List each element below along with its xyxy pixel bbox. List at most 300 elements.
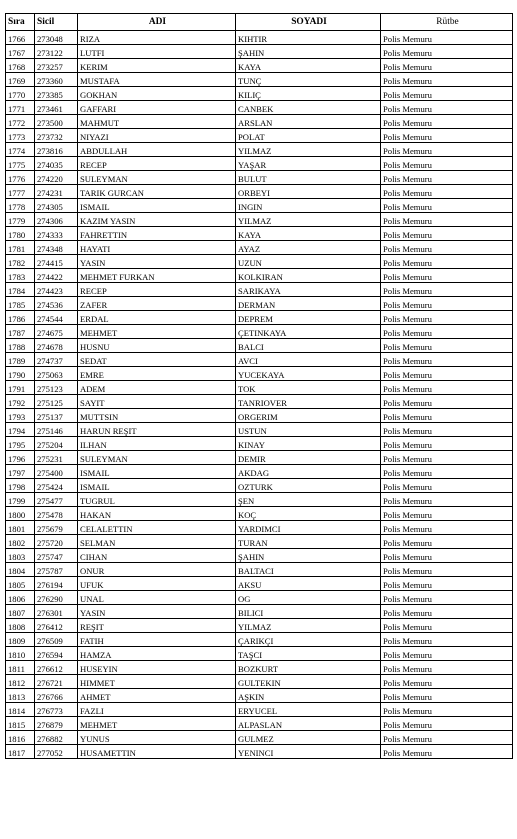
cell-soyadi: BOZKURT	[236, 661, 381, 675]
table-row	[6, 549, 513, 563]
cell-soyadi: AVCI	[236, 353, 381, 367]
cell-rutbe: Polis Memuru	[381, 535, 513, 549]
cell-sicil: 275125	[35, 395, 78, 409]
cell-rutbe: Polis Memuru	[381, 703, 513, 717]
cell-sira: 1770	[6, 87, 35, 101]
cell-soyadi: BALTACI	[236, 563, 381, 577]
cell-soyadi: KIHTIR	[236, 31, 381, 45]
cell-sira: 1777	[6, 185, 35, 199]
table-row	[6, 633, 513, 647]
cell-sicil: 275477	[35, 493, 78, 507]
cell-soyadi: DEMIR	[236, 451, 381, 465]
cell-sira: 1788	[6, 339, 35, 353]
cell-adi: KERIM	[78, 59, 236, 73]
header-adi: ADI	[78, 14, 236, 31]
cell-adi: RECEP	[78, 157, 236, 171]
cell-soyadi: BILICI	[236, 605, 381, 619]
cell-sicil: 276773	[35, 703, 78, 717]
cell-sicil: 276721	[35, 675, 78, 689]
cell-adi: KAZIM YASIN	[78, 213, 236, 227]
cell-sira: 1784	[6, 283, 35, 297]
cell-adi: ONUR	[78, 563, 236, 577]
cell-soyadi: KAYA	[236, 227, 381, 241]
cell-rutbe: Polis Memuru	[381, 339, 513, 353]
cell-sicil: 276879	[35, 717, 78, 731]
table-row	[6, 269, 513, 283]
cell-adi: REŞIT	[78, 619, 236, 633]
cell-sicil: 274536	[35, 297, 78, 311]
cell-rutbe: Polis Memuru	[381, 605, 513, 619]
cell-sira: 1798	[6, 479, 35, 493]
cell-sicil: 276290	[35, 591, 78, 605]
cell-sicil: 276612	[35, 661, 78, 675]
cell-soyadi: DEPREM	[236, 311, 381, 325]
cell-adi: ZAFER	[78, 297, 236, 311]
cell-sicil: 273257	[35, 59, 78, 73]
table-row	[6, 465, 513, 479]
table-row	[6, 227, 513, 241]
cell-soyadi: ŞEN	[236, 493, 381, 507]
cell-sicil: 275747	[35, 549, 78, 563]
table-row	[6, 171, 513, 185]
table-row	[6, 535, 513, 549]
cell-soyadi: OG	[236, 591, 381, 605]
cell-soyadi: ŞAHIN	[236, 549, 381, 563]
cell-adi: ABDULLAH	[78, 143, 236, 157]
cell-adi: HUSAMETTIN	[78, 745, 236, 759]
cell-rutbe: Polis Memuru	[381, 213, 513, 227]
table-row	[6, 185, 513, 199]
table-row	[6, 101, 513, 115]
cell-sira: 1782	[6, 255, 35, 269]
cell-rutbe: Polis Memuru	[381, 325, 513, 339]
cell-soyadi: BALCI	[236, 339, 381, 353]
cell-sira: 1797	[6, 465, 35, 479]
cell-rutbe: Polis Memuru	[381, 45, 513, 59]
cell-soyadi: ÇARIKÇI	[236, 633, 381, 647]
table-row	[6, 479, 513, 493]
cell-sira: 1810	[6, 647, 35, 661]
cell-sicil: 275679	[35, 521, 78, 535]
cell-adi: ILHAN	[78, 437, 236, 451]
cell-soyadi: INGIN	[236, 199, 381, 213]
cell-soyadi: AKDAG	[236, 465, 381, 479]
cell-rutbe: Polis Memuru	[381, 409, 513, 423]
cell-sicil: 274423	[35, 283, 78, 297]
cell-adi: NIYAZI	[78, 129, 236, 143]
cell-rutbe: Polis Memuru	[381, 269, 513, 283]
cell-sira: 1773	[6, 129, 35, 143]
cell-adi: FAZLI	[78, 703, 236, 717]
cell-sicil: 275146	[35, 423, 78, 437]
table-row	[6, 339, 513, 353]
cell-sicil: 273048	[35, 31, 78, 45]
cell-rutbe: Polis Memuru	[381, 619, 513, 633]
cell-sicil: 274678	[35, 339, 78, 353]
cell-adi: SELMAN	[78, 535, 236, 549]
cell-rutbe: Polis Memuru	[381, 395, 513, 409]
cell-rutbe: Polis Memuru	[381, 661, 513, 675]
cell-soyadi: AKSU	[236, 577, 381, 591]
cell-soyadi: CANBEK	[236, 101, 381, 115]
cell-sicil: 274675	[35, 325, 78, 339]
cell-adi: ADEM	[78, 381, 236, 395]
table-row	[6, 199, 513, 213]
cell-rutbe: Polis Memuru	[381, 115, 513, 129]
cell-soyadi: YARDIMCI	[236, 521, 381, 535]
cell-sira: 1815	[6, 717, 35, 731]
cell-sira: 1803	[6, 549, 35, 563]
cell-rutbe: Polis Memuru	[381, 591, 513, 605]
cell-soyadi: UZUN	[236, 255, 381, 269]
cell-sira: 1766	[6, 31, 35, 45]
cell-adi: YASIN	[78, 605, 236, 619]
cell-adi: ISMAIL	[78, 465, 236, 479]
cell-sicil: 274333	[35, 227, 78, 241]
cell-adi: FAHRETTIN	[78, 227, 236, 241]
cell-rutbe: Polis Memuru	[381, 731, 513, 745]
cell-adi: LUTFI	[78, 45, 236, 59]
cell-adi: FATIH	[78, 633, 236, 647]
cell-sicil: 275787	[35, 563, 78, 577]
cell-sicil: 273385	[35, 87, 78, 101]
cell-sira: 1771	[6, 101, 35, 115]
cell-sira: 1817	[6, 745, 35, 759]
cell-adi: HAMZA	[78, 647, 236, 661]
table-row	[6, 437, 513, 451]
table-row	[6, 605, 513, 619]
header-rutbe: Rütbe	[381, 14, 513, 31]
table-row	[6, 591, 513, 605]
cell-rutbe: Polis Memuru	[381, 241, 513, 255]
header-soyadi: SOYADI	[236, 14, 381, 31]
cell-soyadi: POLAT	[236, 129, 381, 143]
cell-soyadi: KILIÇ	[236, 87, 381, 101]
table-row	[6, 381, 513, 395]
cell-soyadi: USTUN	[236, 423, 381, 437]
cell-sicil: 276882	[35, 731, 78, 745]
cell-sicil: 276412	[35, 619, 78, 633]
cell-sira: 1799	[6, 493, 35, 507]
table-row	[6, 129, 513, 143]
table-row	[6, 241, 513, 255]
cell-sira: 1790	[6, 367, 35, 381]
cell-sira: 1785	[6, 297, 35, 311]
cell-sira: 1791	[6, 381, 35, 395]
cell-adi: HIMMET	[78, 675, 236, 689]
cell-sicil: 273816	[35, 143, 78, 157]
cell-soyadi: ŞAHIN	[236, 45, 381, 59]
table-body	[6, 31, 513, 759]
cell-sicil: 274415	[35, 255, 78, 269]
table-row	[6, 409, 513, 423]
cell-adi: RIZA	[78, 31, 236, 45]
cell-soyadi: YILMAZ	[236, 619, 381, 633]
cell-soyadi: YILMAZ	[236, 213, 381, 227]
cell-rutbe: Polis Memuru	[381, 143, 513, 157]
table-row	[6, 73, 513, 87]
cell-adi: YASIN	[78, 255, 236, 269]
cell-adi: UNAL	[78, 591, 236, 605]
cell-rutbe: Polis Memuru	[381, 157, 513, 171]
cell-sicil: 275400	[35, 465, 78, 479]
table-row	[6, 507, 513, 521]
cell-sicil: 276509	[35, 633, 78, 647]
cell-rutbe: Polis Memuru	[381, 101, 513, 115]
cell-rutbe: Polis Memuru	[381, 283, 513, 297]
cell-adi: HAKAN	[78, 507, 236, 521]
cell-sira: 1786	[6, 311, 35, 325]
cell-rutbe: Polis Memuru	[381, 423, 513, 437]
cell-sira: 1779	[6, 213, 35, 227]
cell-soyadi: TOK	[236, 381, 381, 395]
cell-adi: SULEYMAN	[78, 451, 236, 465]
table-row	[6, 423, 513, 437]
cell-rutbe: Polis Memuru	[381, 59, 513, 73]
cell-adi: EMRE	[78, 367, 236, 381]
table-row	[6, 255, 513, 269]
cell-soyadi: OZTURK	[236, 479, 381, 493]
cell-rutbe: Polis Memuru	[381, 465, 513, 479]
cell-soyadi: BULUT	[236, 171, 381, 185]
table-row	[6, 325, 513, 339]
table-row	[6, 353, 513, 367]
cell-adi: RECEP	[78, 283, 236, 297]
cell-rutbe: Polis Memuru	[381, 563, 513, 577]
cell-soyadi: GULMEZ	[236, 731, 381, 745]
cell-soyadi: SARIKAYA	[236, 283, 381, 297]
cell-sira: 1776	[6, 171, 35, 185]
cell-sira: 1781	[6, 241, 35, 255]
cell-sicil: 276766	[35, 689, 78, 703]
cell-adi: GOKHAN	[78, 87, 236, 101]
cell-rutbe: Polis Memuru	[381, 577, 513, 591]
cell-soyadi: ORBEYI	[236, 185, 381, 199]
cell-adi: CIHAN	[78, 549, 236, 563]
cell-sicil: 275720	[35, 535, 78, 549]
cell-sira: 1787	[6, 325, 35, 339]
cell-sira: 1805	[6, 577, 35, 591]
cell-adi: MAHMUT	[78, 115, 236, 129]
cell-rutbe: Polis Memuru	[381, 479, 513, 493]
cell-rutbe: Polis Memuru	[381, 493, 513, 507]
cell-sira: 1794	[6, 423, 35, 437]
cell-soyadi: YILMAZ	[236, 143, 381, 157]
table-row	[6, 745, 513, 759]
cell-adi: TARIK GURCAN	[78, 185, 236, 199]
cell-sicil: 275123	[35, 381, 78, 395]
cell-rutbe: Polis Memuru	[381, 31, 513, 45]
table-row	[6, 59, 513, 73]
cell-sicil: 273461	[35, 101, 78, 115]
table-row	[6, 45, 513, 59]
cell-soyadi: KINAY	[236, 437, 381, 451]
cell-adi: ERDAL	[78, 311, 236, 325]
cell-soyadi: KAYA	[236, 59, 381, 73]
cell-rutbe: Polis Memuru	[381, 549, 513, 563]
table-row	[6, 563, 513, 577]
cell-adi: ISMAIL	[78, 199, 236, 213]
cell-adi: YUNUS	[78, 731, 236, 745]
cell-sicil: 275137	[35, 409, 78, 423]
cell-sira: 1795	[6, 437, 35, 451]
table-row	[6, 703, 513, 717]
cell-rutbe: Polis Memuru	[381, 633, 513, 647]
table-row	[6, 717, 513, 731]
cell-sira: 1812	[6, 675, 35, 689]
table-row	[6, 493, 513, 507]
cell-sira: 1800	[6, 507, 35, 521]
table-header-row	[6, 14, 513, 31]
table-row	[6, 283, 513, 297]
cell-soyadi: ÇETINKAYA	[236, 325, 381, 339]
cell-rutbe: Polis Memuru	[381, 745, 513, 759]
cell-adi: MUTTSIN	[78, 409, 236, 423]
cell-adi: HAYATI	[78, 241, 236, 255]
cell-sira: 1807	[6, 605, 35, 619]
table-row	[6, 577, 513, 591]
table-row	[6, 675, 513, 689]
table-row	[6, 213, 513, 227]
cell-sicil: 274305	[35, 199, 78, 213]
cell-sicil: 274422	[35, 269, 78, 283]
cell-sira: 1793	[6, 409, 35, 423]
cell-soyadi: AYAZ	[236, 241, 381, 255]
cell-sicil: 273360	[35, 73, 78, 87]
cell-adi: ISMAIL	[78, 479, 236, 493]
cell-adi: MEHMET FURKAN	[78, 269, 236, 283]
cell-sira: 1802	[6, 535, 35, 549]
cell-sira: 1801	[6, 521, 35, 535]
cell-soyadi: GULTEKIN	[236, 675, 381, 689]
cell-adi: HARUN REŞIT	[78, 423, 236, 437]
cell-sicil: 276594	[35, 647, 78, 661]
cell-adi: TUGRUL	[78, 493, 236, 507]
cell-soyadi: AŞKIN	[236, 689, 381, 703]
table-row	[6, 367, 513, 381]
cell-soyadi: ALPASLAN	[236, 717, 381, 731]
cell-sira: 1804	[6, 563, 35, 577]
cell-rutbe: Polis Memuru	[381, 171, 513, 185]
cell-sicil: 275478	[35, 507, 78, 521]
cell-sicil: 276301	[35, 605, 78, 619]
cell-sicil: 274544	[35, 311, 78, 325]
cell-rutbe: Polis Memuru	[381, 199, 513, 213]
header-sicil: Sicil	[35, 14, 78, 31]
cell-sicil: 274231	[35, 185, 78, 199]
cell-sira: 1774	[6, 143, 35, 157]
table-row	[6, 619, 513, 633]
cell-sicil: 273732	[35, 129, 78, 143]
cell-sira: 1768	[6, 59, 35, 73]
cell-sira: 1792	[6, 395, 35, 409]
cell-adi: MUSTAFA	[78, 73, 236, 87]
cell-sira: 1769	[6, 73, 35, 87]
cell-adi: MEHMET	[78, 325, 236, 339]
cell-sira: 1809	[6, 633, 35, 647]
cell-sira: 1813	[6, 689, 35, 703]
cell-sicil: 274220	[35, 171, 78, 185]
cell-soyadi: TURAN	[236, 535, 381, 549]
cell-sira: 1767	[6, 45, 35, 59]
cell-rutbe: Polis Memuru	[381, 437, 513, 451]
cell-rutbe: Polis Memuru	[381, 129, 513, 143]
cell-rutbe: Polis Memuru	[381, 87, 513, 101]
table-row	[6, 297, 513, 311]
cell-sira: 1783	[6, 269, 35, 283]
cell-sira: 1808	[6, 619, 35, 633]
table-row	[6, 157, 513, 171]
cell-adi: SEDAT	[78, 353, 236, 367]
cell-adi: HUSNU	[78, 339, 236, 353]
cell-adi: SULEYMAN	[78, 171, 236, 185]
table-row	[6, 661, 513, 675]
cell-sicil: 273500	[35, 115, 78, 129]
cell-sicil: 274348	[35, 241, 78, 255]
cell-sicil: 276194	[35, 577, 78, 591]
cell-soyadi: YAŞAR	[236, 157, 381, 171]
cell-rutbe: Polis Memuru	[381, 255, 513, 269]
table-row	[6, 521, 513, 535]
cell-adi: UFUK	[78, 577, 236, 591]
table-row	[6, 731, 513, 745]
table-row	[6, 647, 513, 661]
cell-rutbe: Polis Memuru	[381, 73, 513, 87]
cell-sira: 1778	[6, 199, 35, 213]
cell-sicil: 273122	[35, 45, 78, 59]
cell-soyadi: KOÇ	[236, 507, 381, 521]
cell-sira: 1806	[6, 591, 35, 605]
table-row	[6, 87, 513, 101]
cell-adi: GAFFARI	[78, 101, 236, 115]
cell-sira: 1775	[6, 157, 35, 171]
cell-rutbe: Polis Memuru	[381, 311, 513, 325]
cell-rutbe: Polis Memuru	[381, 367, 513, 381]
cell-soyadi: ORGERIM	[236, 409, 381, 423]
cell-sicil: 275424	[35, 479, 78, 493]
table-row	[6, 115, 513, 129]
cell-adi: CELALETTIN	[78, 521, 236, 535]
cell-adi: MEHMET	[78, 717, 236, 731]
table-row	[6, 451, 513, 465]
table-row	[6, 31, 513, 45]
table-row	[6, 689, 513, 703]
table-row	[6, 143, 513, 157]
cell-rutbe: Polis Memuru	[381, 689, 513, 703]
cell-soyadi: DERMAN	[236, 297, 381, 311]
table-row	[6, 395, 513, 409]
cell-soyadi: ERYUCEL	[236, 703, 381, 717]
cell-sira: 1814	[6, 703, 35, 717]
cell-adi: SAYIT	[78, 395, 236, 409]
cell-sicil: 275231	[35, 451, 78, 465]
cell-rutbe: Polis Memuru	[381, 507, 513, 521]
cell-rutbe: Polis Memuru	[381, 675, 513, 689]
cell-adi: HUSEYIN	[78, 661, 236, 675]
cell-soyadi: ARSLAN	[236, 115, 381, 129]
header-sira: Sıra	[6, 14, 35, 31]
cell-sira: 1796	[6, 451, 35, 465]
cell-rutbe: Polis Memuru	[381, 185, 513, 199]
cell-sicil: 274306	[35, 213, 78, 227]
cell-sicil: 274737	[35, 353, 78, 367]
table-row	[6, 311, 513, 325]
cell-rutbe: Polis Memuru	[381, 647, 513, 661]
cell-rutbe: Polis Memuru	[381, 717, 513, 731]
cell-soyadi: YUCEKAYA	[236, 367, 381, 381]
personnel-table	[5, 13, 513, 759]
cell-adi: AHMET	[78, 689, 236, 703]
